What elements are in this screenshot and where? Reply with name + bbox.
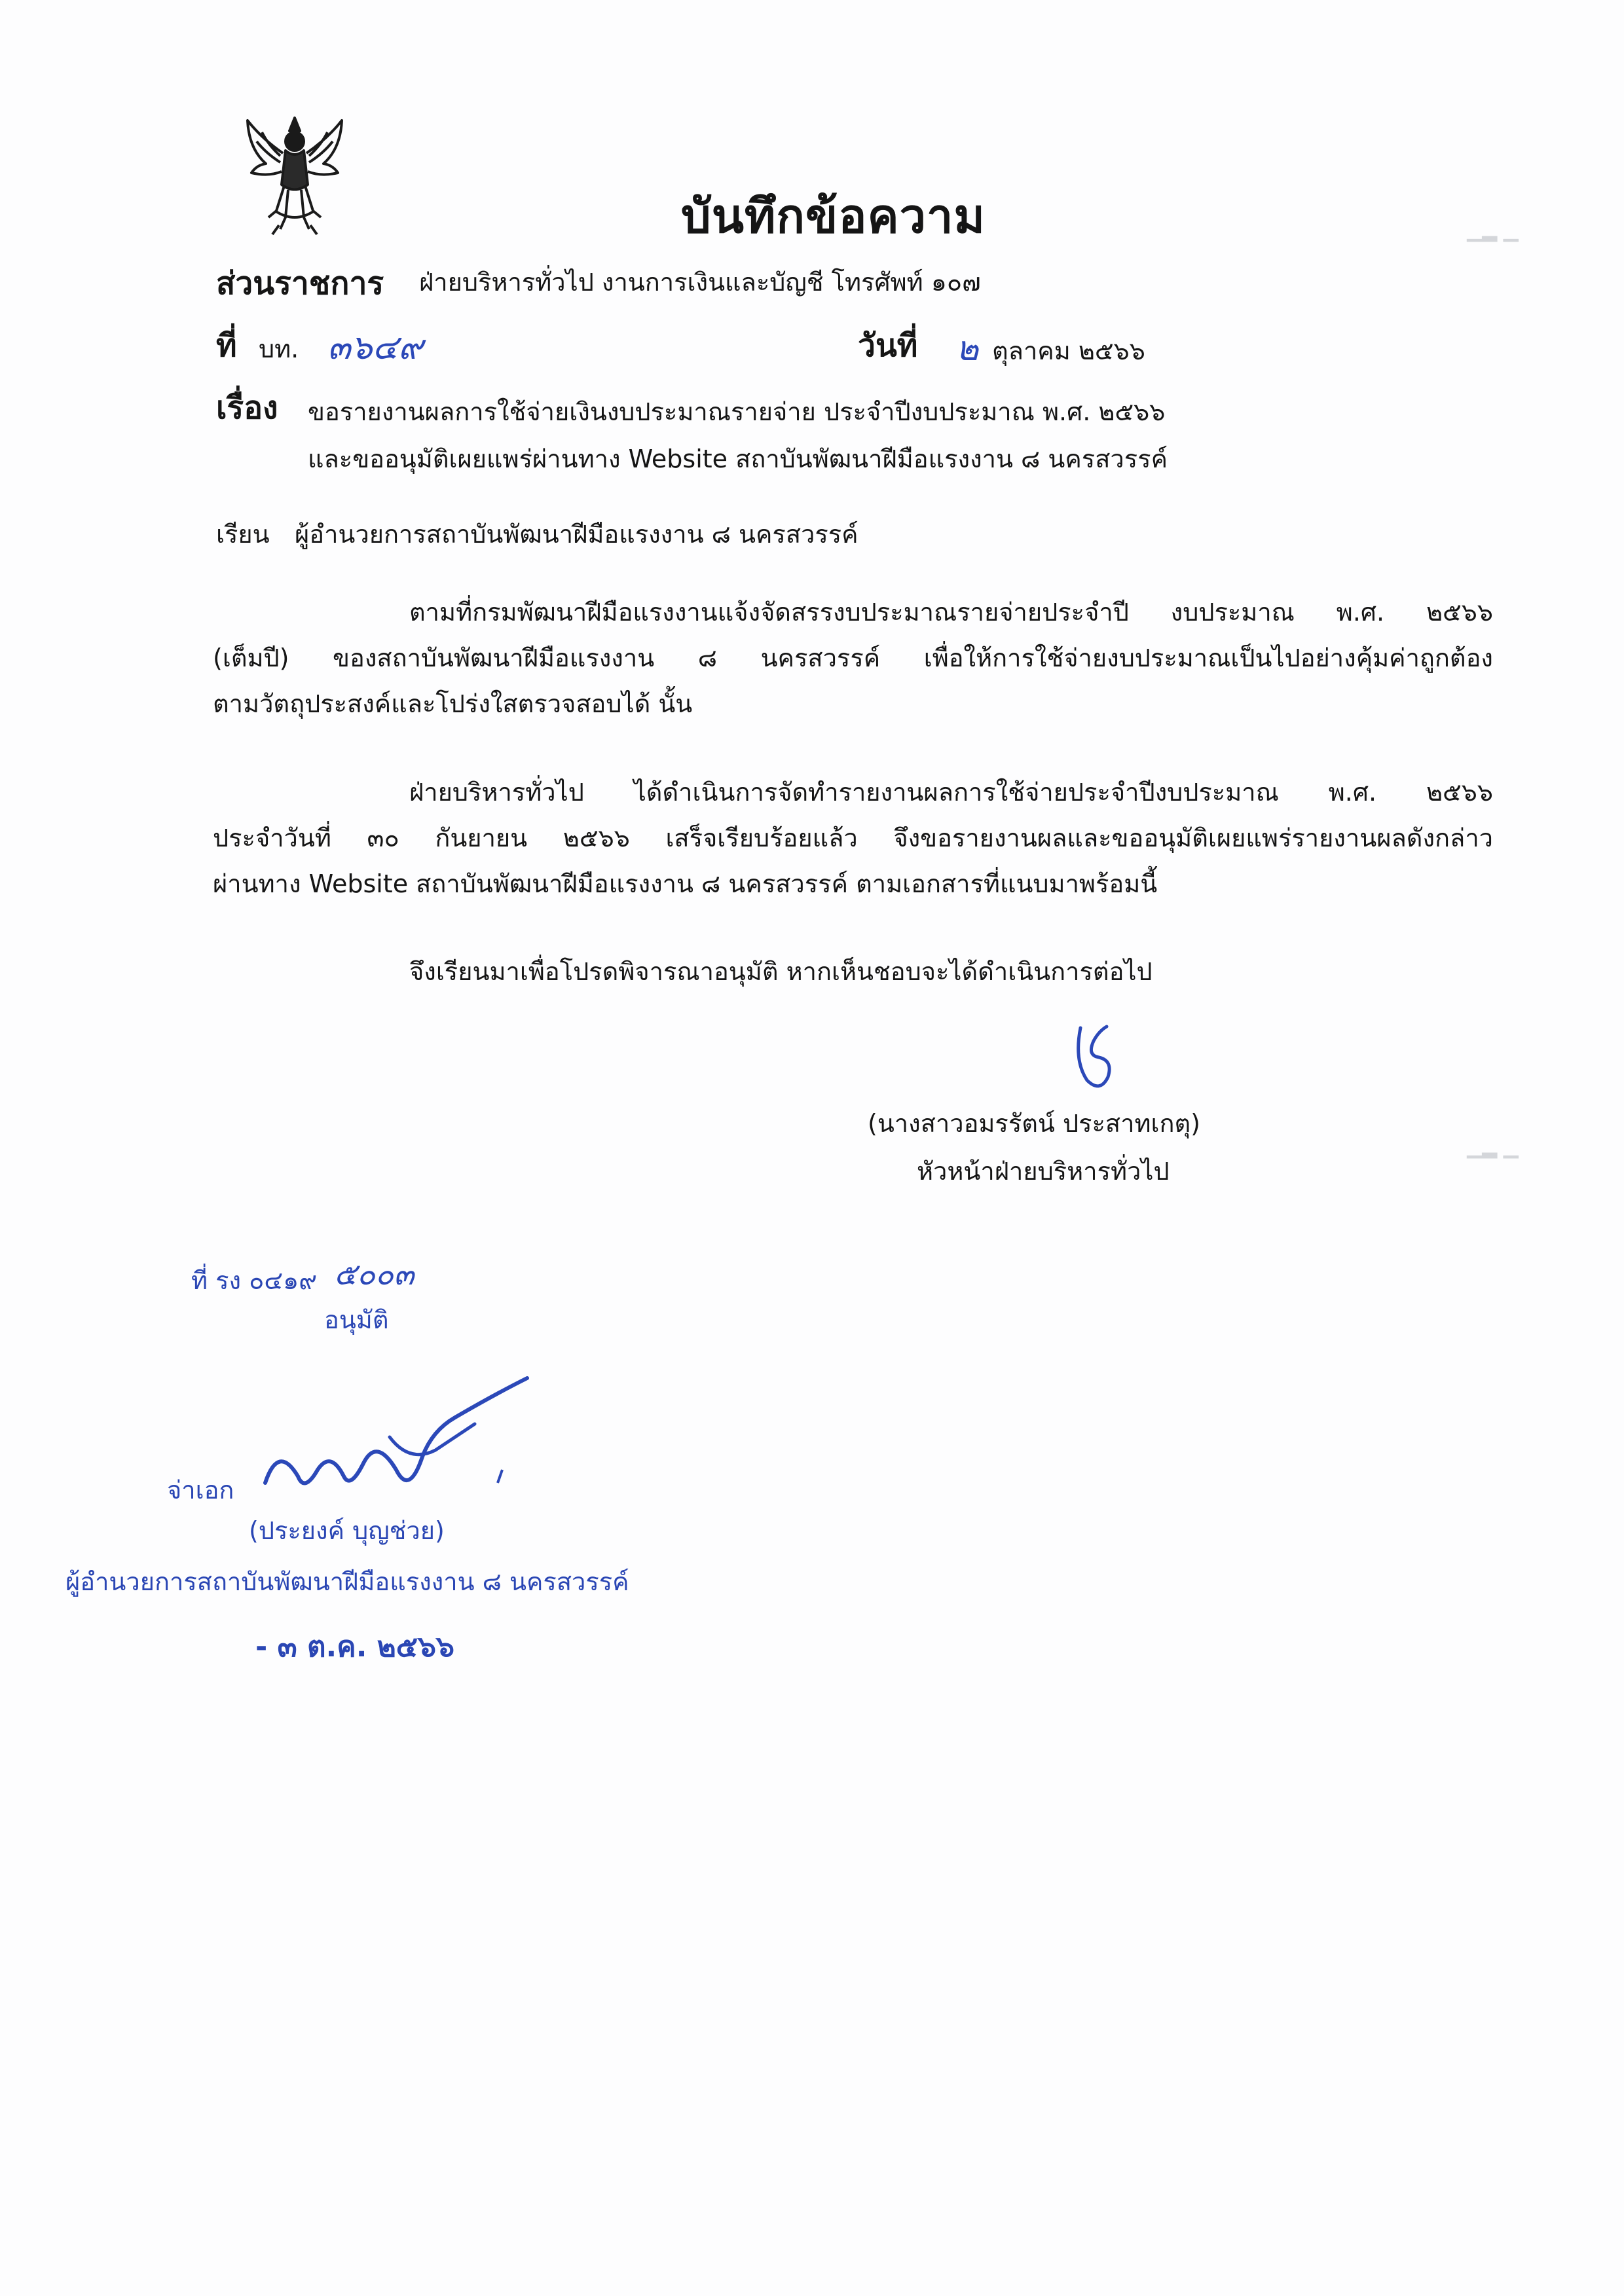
paragraph-line: (เต็มปี) ของสถาบันพัฒนาฝีมือแรงงาน ๘ นครสวรรค์ เพื่อให้การใช้จ่ายงบประมาณเป็นไปอย่างคุ้มค่าถูกต้อง: [213, 644, 1493, 672]
department-label: ส่วนราชการ: [216, 265, 384, 302]
paragraph-line: ผ่านทาง Website สถาบันพัฒนาฝีมือแรงงาน ๘ นครสวรรค์ ตามเอกสารที่แนบมาพร้อมนี้: [213, 869, 1158, 898]
approval-status: อนุมัติ: [324, 1305, 389, 1334]
salutation-recipient: ผู้อำนวยการสถาบันพัฒนาฝีมือแรงงาน ๘ นครสวรรค์: [295, 520, 858, 549]
date-day-handwritten: ๒: [956, 329, 979, 369]
ref-label: ที่: [216, 327, 237, 364]
body-paragraph-1: [213, 589, 1493, 727]
body-paragraph-3: จึงเรียนมาเพื่อโปรดพิจารณาอนุมัติ หากเห็นชอบจะได้ดำเนินการต่อไป: [409, 957, 1153, 986]
document-title: บันทึกข้อความ: [681, 189, 986, 244]
salutation-label: เรียน: [216, 520, 270, 549]
author-signature: [1067, 1021, 1126, 1100]
date-month-year: ตุลาคม ๒๕๖๖: [992, 337, 1145, 365]
approver-name: (ประยงค์ บุญช่วย): [249, 1516, 445, 1545]
approver-rank: จ่าเอก: [167, 1476, 234, 1504]
department-value: ฝ่ายบริหารทั่วไป งานการเงินและบัญชี โทรศัพท์ ๑๐๗: [419, 268, 981, 297]
bleed-through-text: ▁▂ ▁: [1467, 1136, 1519, 1159]
subject-line-1: ขอรายงานผลการใช้จ่ายเงินงบประมาณรายจ่าย ประจำปีงบประมาณ พ.ศ. ๒๕๖๖: [308, 397, 1166, 426]
approver-position: ผู้อำนวยการสถาบันพัฒนาฝีมือแรงงาน ๘ นครสวรรค์: [65, 1567, 629, 1596]
subject-line-2: และขออนุมัติเผยแพร่ผ่านทาง Website สถาบันพัฒนาฝีมือแรงงาน ๘ นครสวรรค์: [308, 445, 1168, 473]
subject-label: เรื่อง: [216, 390, 278, 426]
ref-prefix: บท.: [259, 335, 299, 363]
ref-number-handwritten: ๓๖๔๙: [327, 328, 423, 367]
approval-ref-handwritten: ๕๐๐๓: [334, 1256, 415, 1292]
approval-date-stamp: - ๓ ต.ค. ๒๕๖๖: [255, 1630, 454, 1664]
date-label: วันที่: [858, 327, 918, 364]
author-position: หัวหน้าฝ่ายบริหารทั่วไป: [917, 1157, 1170, 1186]
paragraph-line: ตามที่กรมพัฒนาฝีมือแรงงานแจ้งจัดสรรงบประมาณรายจ่ายประจำปี งบประมาณ พ.ศ. ๒๕๖๖: [409, 598, 1493, 627]
bleed-through-text: ▁▂ ▁: [1467, 219, 1519, 242]
author-name: (นางสาวอมรรัตน์ ประสาทเกตุ): [868, 1109, 1201, 1138]
approval-ref-prefix: ที่ รง ๐๔๑๙: [191, 1266, 318, 1295]
paragraph-line: ประจำวันที่ ๓๐ กันยายน ๒๕๖๖ เสร็จเรียบร้อยแล้ว จึงขอรายงานผลและขออนุมัติเผยแพร่รายงานผลดังกล่าว: [213, 824, 1493, 852]
paragraph-line: ฝ่ายบริหารทั่วไป ได้ดำเนินการจัดทำรายงานผลการใช้จ่ายประจำปีงบประมาณ พ.ศ. ๒๕๖๖: [409, 778, 1493, 807]
body-paragraph-2: [213, 769, 1493, 907]
paragraph-line: ตามวัตถุประสงค์และโปร่งใสตรวจสอบได้ นั้น: [213, 689, 693, 718]
garuda-emblem-icon: [242, 113, 347, 237]
approver-signature: [259, 1372, 534, 1516]
